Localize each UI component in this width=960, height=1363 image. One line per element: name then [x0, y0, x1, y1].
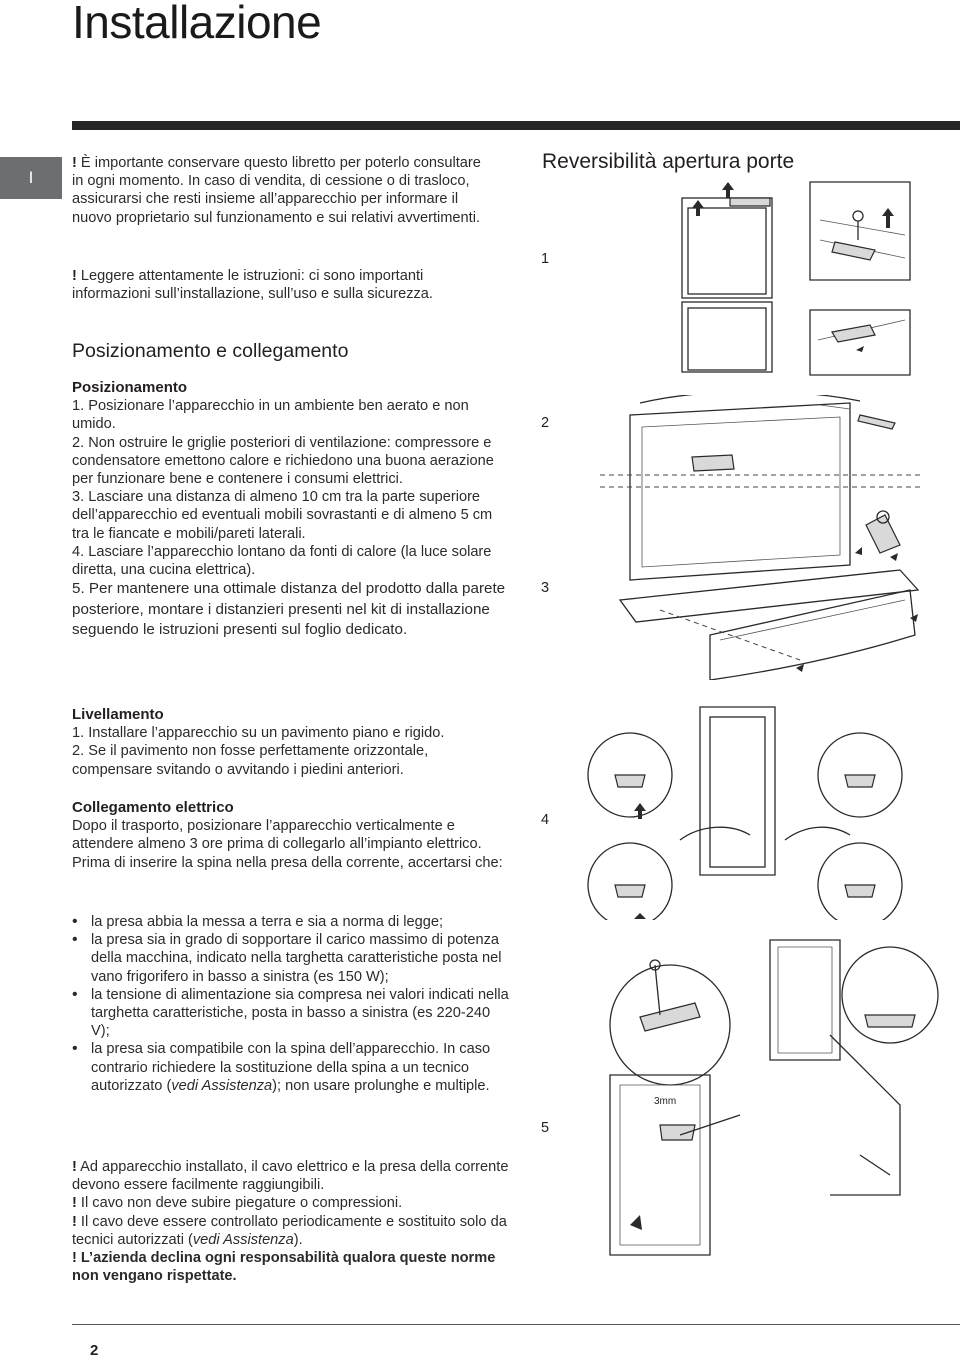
reference-link-text: vedi Assistenza — [171, 1077, 273, 1094]
figure-1-illustration — [670, 180, 930, 380]
electrical-block — [72, 799, 512, 872]
electrical-text: Dopo il trasporto, posizionare l’apparecchio verticalmente e attendere almeno 3 ore prima di collegarlo all’impianto elettrico. Prima di inserire la spina nella presa della corrente, accertarsi che: — [72, 818, 503, 871]
positioning-item-3: 3. Lasciare una distanza di almeno 10 cm tra la parte superiore dell’apparecchio ed eventuali mobili sovrastanti e di almeno 5 cm tra le fiancate e mobili/pareti laterali. — [72, 489, 493, 542]
positioning-item-5: 5. Per mantenere una ottimale distanza del prodotto dalla parete posteriore, montare i distanzieri presenti nel kit di installazione seguendo le istruzioni presenti sul foglio dedicato. — [72, 580, 506, 639]
figure-5-dimension-callout: 3mm — [654, 1096, 677, 1107]
warning-mark: ! — [72, 1195, 77, 1212]
list-item-text: la presa sia compatibile con la spina dell’apparecchio. In caso contrario richiedere la sostituzione della spina a un tecnico autorizzato ( — [91, 1041, 491, 1094]
list-item-text-end: ); non usare prolunghe e multiple. — [272, 1077, 490, 1094]
intro-text-2: Leggere attentamente le istruzioni: ci sono importanti informazioni sull’installazione, sull’uso e sulla sicurezza. — [72, 268, 433, 303]
figure-4-illustration — [560, 705, 940, 920]
subheading-electrical: Collegamento elettrico — [72, 799, 234, 816]
list-item — [72, 1040, 512, 1095]
positioning-item-4: 4. Lasciare l’apparecchio lontano da fonti di calore (la luce solare diretta, una cucina elettrica). — [72, 543, 492, 579]
warning-text-3: Il cavo deve essere controllato periodicamente e sostituito solo da tecnici autorizzati ( — [72, 1213, 507, 1248]
warning-text-1: Ad apparecchio installato, il cavo elettrico e la presa della corrente devono essere facilmente raggiungibili. — [72, 1159, 509, 1194]
figure-label-5: 5 — [541, 1120, 550, 1136]
page-title: Installazione — [72, 0, 322, 48]
figure-5-illustration — [600, 935, 945, 1265]
warning-text-2: Il cavo non deve subire piegature o compressioni. — [76, 1195, 403, 1212]
intro-paragraph-2 — [72, 267, 492, 303]
intro-paragraph — [72, 154, 492, 227]
figure-3-illustration — [600, 560, 930, 680]
header-rule — [72, 121, 960, 130]
figure-label-1: 1 — [541, 251, 550, 267]
figure-label-4: 4 — [541, 812, 550, 828]
leveling-item-1: 1. Installare l’apparecchio su un pavimento piano e rigido. — [72, 725, 445, 742]
subheading-positioning: Posizionamento — [72, 379, 188, 396]
figure-label-2: 2 — [541, 415, 550, 431]
figure-label-3: 3 — [541, 580, 550, 596]
list-item: • la presa abbia la messa a terra e sia a norma di legge; — [72, 913, 512, 931]
warning-mark: ! — [72, 1250, 77, 1267]
warning-mark: ! — [72, 1213, 77, 1230]
intro-text-1: È importante conservare questo libretto per poterlo consultare in ogni momento. In caso di vendita, di cessione o di trasloco, assicurarsi che resti insieme all’apparecchio per informare il nuovo proprietario sul funzionamento e sui relativi avvertimenti. — [72, 155, 481, 226]
electrical-checklist — [72, 913, 512, 1095]
warning-mark: ! — [72, 155, 77, 171]
list-item: • la presa sia in grado di sopportare il carico massimo di potenza della macchina, indicato nella targhetta caratteristiche posta nel vano frigorifero in basso a sinistra (es 150 W); — [72, 931, 512, 986]
warning-text-3-end: ). — [293, 1231, 303, 1248]
warning-mark: ! — [72, 1159, 77, 1175]
leveling-block — [72, 706, 512, 779]
positioning-item-1: 1. Posizionare l’apparecchio in un ambiente ben aerato e non umido. — [72, 398, 469, 433]
warnings-block — [72, 1158, 522, 1285]
positioning-block — [72, 379, 512, 640]
reference-link-text: vedi Assistenza — [192, 1231, 294, 1248]
positioning-item-2: 2. Non ostruire le griglie posteriori di ventilazione: compressore e condensatore emettono calore e richiedono una buona aerazione per funzionare bene e contenere i consumi elettrici. — [72, 434, 494, 488]
leveling-item-2: 2. Se il pavimento non fosse perfettamente orizzontale, compensare svitando o avvitando i piedini anteriori. — [72, 743, 429, 778]
list-item: • la tensione di alimentazione sia compresa nei valori indicati nella targhetta caratteristiche, posta in basso a sinistra (es 220-240 V); — [72, 986, 512, 1041]
footer-rule — [72, 1324, 960, 1325]
warning-mark: ! — [72, 268, 77, 284]
section-heading-reversibility: Reversibilità apertura porte — [542, 150, 795, 173]
subheading-leveling: Livellamento — [72, 706, 164, 723]
warning-text-4: L’azienda declina ogni responsabilità qualora queste norme non vengano rispettate. — [72, 1250, 496, 1285]
page-number: 2 — [90, 1342, 99, 1359]
section-heading-positioning: Posizionamento e collegamento — [72, 340, 349, 362]
language-tab: I — [0, 157, 62, 199]
